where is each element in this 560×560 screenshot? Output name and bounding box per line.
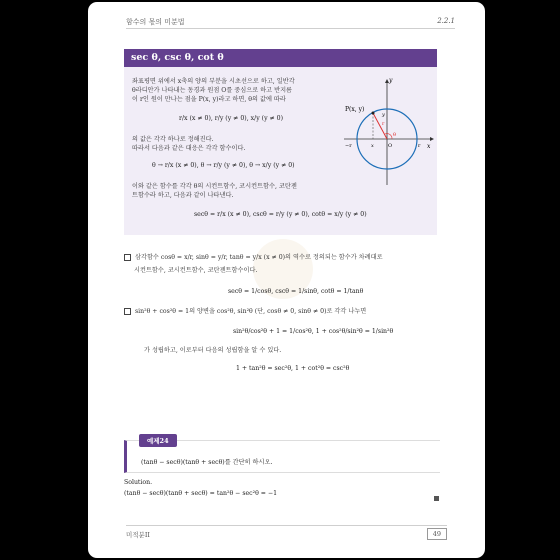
example-box xyxy=(124,437,440,473)
label-x: x xyxy=(427,143,431,150)
label-y: y xyxy=(389,77,393,84)
page-footer xyxy=(126,525,447,539)
footer-title: 미적분II xyxy=(126,531,150,539)
intro-line-2: θ라디안가 나타내는 동경과 원점 O를 중심으로 하고 반지름 xyxy=(132,87,293,94)
label-theta: θ xyxy=(393,132,397,138)
definitions-formula: secθ = r/x (x ≠ 0), cscθ = r/y (y ≠ 0), cotθ = x/y (y ≠ 0) xyxy=(194,211,367,218)
intro-line-1: 좌표평면 위에서 x축의 양의 부분을 시초선으로 하고, 일반각 xyxy=(132,78,295,85)
bullet-2-cont: 가 성립하고, 이로부터 다음의 성립함을 알 수 있다. xyxy=(144,347,282,354)
solution-heading: Solution. xyxy=(124,479,153,486)
example-body: (tanθ − secθ)(tanθ + secθ)를 간단히 하시오. xyxy=(141,459,273,466)
intro-line-3: 이 r인 원이 만나는 점을 P(x, y)라고 하면, θ의 값에 따라 xyxy=(132,96,286,103)
label-y-small: y xyxy=(382,112,385,118)
reciprocal-formula: secθ = 1/cosθ, cscθ = 1/sinθ, cotθ = 1/tanθ xyxy=(228,288,364,295)
label-p: P(x, y) xyxy=(345,106,365,113)
unit-circle-diagram xyxy=(342,75,434,187)
after-line-2: 트함수라 하고, 다음과 같이 나타낸다. xyxy=(132,192,234,199)
bullet-1-cont: 시컨트함수, 코시컨트함수, 코탄젠트함수이다. xyxy=(134,267,258,274)
radius-line xyxy=(373,113,387,139)
point-p xyxy=(372,112,375,115)
label-x-small: x xyxy=(371,143,374,149)
bullet-square-icon xyxy=(124,254,131,261)
page-number: 49 xyxy=(427,528,447,540)
bullet-2-text: sin²θ + cos²θ = 1의 양변을 cos²θ, sin²θ (단, cosθ ≠ 0, sinθ ≠ 0)로 각각 나누면 xyxy=(135,308,367,315)
header-left: 함수의 몫의 미분법 xyxy=(126,18,185,26)
label-r: r xyxy=(382,121,385,127)
label-pos-r: r xyxy=(418,143,421,149)
example-tag: 예제24 xyxy=(139,434,177,447)
function-maps: θ → r/x (x ≠ 0), θ → r/y (y ≠ 0), θ → x/y (y ≠ 0) xyxy=(152,162,295,169)
divided-formula: sin²θ/cos²θ + 1 = 1/cos²θ, 1 + cos²θ/sin²θ = 1/sin²θ xyxy=(233,328,394,335)
book-page xyxy=(88,2,485,558)
running-header xyxy=(126,14,455,29)
definition-box xyxy=(124,49,437,235)
qed-square-icon xyxy=(434,496,439,501)
label-o: O xyxy=(388,143,393,149)
after-line-1: 이와 같은 함수를 각각 θ의 시컨트함수, 코시컨트함수, 코탄젠 xyxy=(132,183,297,190)
solution-body: (tanθ − secθ)(tanθ + secθ) = tan²θ − sec²θ = −1 xyxy=(124,490,278,497)
x-arrow xyxy=(430,137,434,141)
bullet-1 xyxy=(124,253,383,262)
pythagorean-identities: 1 + tan²θ = sec²θ, 1 + cot²θ = csc²θ xyxy=(236,365,350,372)
ratio-values: r/x (x ≠ 0), r/y (y ≠ 0), x/y (y ≠ 0) xyxy=(179,115,284,122)
definition-title: sec θ, csc θ, cot θ xyxy=(124,49,437,67)
label-neg-r: −r xyxy=(345,143,352,149)
mid-line-1: 의 값은 각각 하나로 정해진다. xyxy=(132,136,214,143)
mid-line-2: 따라서 다음과 같은 대응은 각각 함수이다. xyxy=(132,145,246,152)
bullet-square-icon xyxy=(124,308,131,315)
bullet-2 xyxy=(124,307,366,316)
bullet-1-text: 삼각함수 cosθ = x/r, sinθ = y/r, tanθ = y/x (x ≠ 0)의 역수로 정의되는 함수가 차례대로 xyxy=(135,254,383,261)
header-right: 2.2.1 xyxy=(437,17,455,25)
